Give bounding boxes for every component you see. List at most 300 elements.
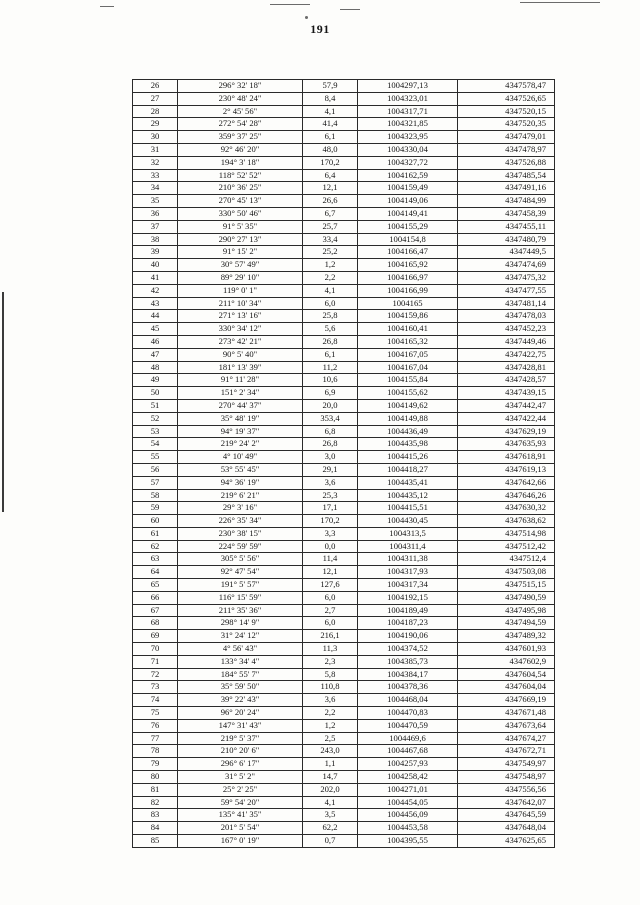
y-coordinate-cell: 4347479,01	[458, 131, 555, 144]
point-number-cell: 51	[133, 399, 178, 412]
distance-cell: 353,4	[303, 412, 358, 425]
bearing-cell: 91° 5' 35"	[178, 220, 303, 233]
y-coordinate-cell: 4347477,55	[458, 284, 555, 297]
bearing-cell: 270° 45' 13"	[178, 195, 303, 208]
bearing-cell: 135° 41' 35"	[178, 809, 303, 822]
distance-cell: 25,2	[303, 246, 358, 259]
y-coordinate-cell: 4347642,07	[458, 796, 555, 809]
bearing-cell: 230° 48' 24"	[178, 92, 303, 105]
distance-cell: 26,8	[303, 335, 358, 348]
table-body	[133, 80, 555, 848]
coordinates-table	[132, 79, 555, 848]
table-row	[133, 374, 555, 387]
x-coordinate-cell: 1004374,52	[358, 643, 458, 656]
bearing-cell: 184° 55' 7"	[178, 668, 303, 681]
table-row	[133, 143, 555, 156]
table-row	[133, 156, 555, 169]
y-coordinate-cell: 4347548,97	[458, 771, 555, 784]
x-coordinate-cell: 1004159,86	[358, 310, 458, 323]
table-row	[133, 668, 555, 681]
y-coordinate-cell: 4347604,04	[458, 681, 555, 694]
distance-cell: 202,0	[303, 783, 358, 796]
x-coordinate-cell: 1004456,09	[358, 809, 458, 822]
table-row	[133, 527, 555, 540]
y-coordinate-cell: 4347439,15	[458, 387, 555, 400]
distance-cell: 2,2	[303, 707, 358, 720]
x-coordinate-cell: 1004321,85	[358, 118, 458, 131]
bearing-cell: 90° 5' 40"	[178, 348, 303, 361]
distance-cell: 6,8	[303, 425, 358, 438]
table-row	[133, 259, 555, 272]
point-number-cell: 72	[133, 668, 178, 681]
table-row	[133, 707, 555, 720]
bearing-cell: 290° 27' 13"	[178, 233, 303, 246]
point-number-cell: 32	[133, 156, 178, 169]
point-number-cell: 37	[133, 220, 178, 233]
point-number-cell: 35	[133, 195, 178, 208]
y-coordinate-cell: 4347481,14	[458, 297, 555, 310]
distance-cell: 127,6	[303, 579, 358, 592]
bearing-cell: 224° 59' 59"	[178, 540, 303, 553]
bearing-cell: 96° 20' 24"	[178, 707, 303, 720]
y-coordinate-cell: 4347601,93	[458, 643, 555, 656]
y-coordinate-cell: 4347452,23	[458, 323, 555, 336]
y-coordinate-cell: 4347455,11	[458, 220, 555, 233]
table-row	[133, 553, 555, 566]
x-coordinate-cell: 1004435,41	[358, 476, 458, 489]
y-coordinate-cell: 4347520,15	[458, 105, 555, 118]
x-coordinate-cell: 1004418,27	[358, 463, 458, 476]
y-coordinate-cell: 4347526,88	[458, 156, 555, 169]
table-row	[133, 579, 555, 592]
table-row	[133, 131, 555, 144]
table-row	[133, 207, 555, 220]
distance-cell: 0,7	[303, 835, 358, 848]
y-coordinate-cell: 4347449,5	[458, 246, 555, 259]
bearing-cell: 92° 46' 20"	[178, 143, 303, 156]
table-row	[133, 92, 555, 105]
y-coordinate-cell: 4347489,32	[458, 630, 555, 643]
x-coordinate-cell: 1004317,71	[358, 105, 458, 118]
bearing-cell: 359° 37' 25"	[178, 131, 303, 144]
distance-cell: 3,0	[303, 451, 358, 464]
distance-cell: 1,2	[303, 259, 358, 272]
y-coordinate-cell: 4347449,46	[458, 335, 555, 348]
bearing-cell: 147° 31' 43"	[178, 719, 303, 732]
x-coordinate-cell: 1004436,49	[358, 425, 458, 438]
point-number-cell: 68	[133, 617, 178, 630]
x-coordinate-cell: 1004395,55	[358, 835, 458, 848]
table-row	[133, 771, 555, 784]
point-number-cell: 73	[133, 681, 178, 694]
point-number-cell: 43	[133, 297, 178, 310]
x-coordinate-cell: 1004165,92	[358, 259, 458, 272]
distance-cell: 6,1	[303, 131, 358, 144]
table-row	[133, 195, 555, 208]
table-row	[133, 758, 555, 771]
x-coordinate-cell: 1004271,01	[358, 783, 458, 796]
x-coordinate-cell: 1004167,05	[358, 348, 458, 361]
distance-cell: 62,2	[303, 822, 358, 835]
bearing-cell: 194° 3' 18"	[178, 156, 303, 169]
y-coordinate-cell: 4347629,19	[458, 425, 555, 438]
table-row	[133, 323, 555, 336]
distance-cell: 26,6	[303, 195, 358, 208]
y-coordinate-cell: 4347478,97	[458, 143, 555, 156]
point-number-cell: 85	[133, 835, 178, 848]
x-coordinate-cell: 1004165	[358, 297, 458, 310]
bearing-cell: 296° 6' 17"	[178, 758, 303, 771]
x-coordinate-cell: 1004187,23	[358, 617, 458, 630]
x-coordinate-cell: 1004468,04	[358, 694, 458, 707]
x-coordinate-cell: 1004167,04	[358, 361, 458, 374]
x-coordinate-cell: 1004162,59	[358, 169, 458, 182]
y-coordinate-cell: 4347478,03	[458, 310, 555, 323]
table-row	[133, 284, 555, 297]
table-row	[133, 310, 555, 323]
y-coordinate-cell: 4347484,99	[458, 195, 555, 208]
y-coordinate-cell: 4347604,54	[458, 668, 555, 681]
bearing-cell: 4° 10' 49"	[178, 451, 303, 464]
y-coordinate-cell: 4347556,56	[458, 783, 555, 796]
distance-cell: 6,0	[303, 617, 358, 630]
point-number-cell: 39	[133, 246, 178, 259]
point-number-cell: 57	[133, 476, 178, 489]
table-row	[133, 591, 555, 604]
bearing-cell: 230° 38' 15"	[178, 527, 303, 540]
y-coordinate-cell: 4347495,98	[458, 604, 555, 617]
point-number-cell: 77	[133, 732, 178, 745]
distance-cell: 29,1	[303, 463, 358, 476]
table-row	[133, 489, 555, 502]
table-row	[133, 412, 555, 425]
table-row	[133, 169, 555, 182]
y-coordinate-cell: 4347422,44	[458, 412, 555, 425]
point-number-cell: 45	[133, 323, 178, 336]
point-number-cell: 63	[133, 553, 178, 566]
table-row	[133, 451, 555, 464]
point-number-cell: 66	[133, 591, 178, 604]
point-number-cell: 34	[133, 182, 178, 195]
table-row	[133, 80, 555, 93]
distance-cell: 41,4	[303, 118, 358, 131]
x-coordinate-cell: 1004453,58	[358, 822, 458, 835]
point-number-cell: 70	[133, 643, 178, 656]
y-coordinate-cell: 4347578,47	[458, 80, 555, 93]
point-number-cell: 30	[133, 131, 178, 144]
y-coordinate-cell: 4347458,39	[458, 207, 555, 220]
bearing-cell: 118° 52' 52"	[178, 169, 303, 182]
table-row	[133, 233, 555, 246]
point-number-cell: 62	[133, 540, 178, 553]
x-coordinate-cell: 1004190,06	[358, 630, 458, 643]
x-coordinate-cell: 1004313,5	[358, 527, 458, 540]
x-coordinate-cell: 1004165,32	[358, 335, 458, 348]
distance-cell: 14,7	[303, 771, 358, 784]
distance-cell: 3,6	[303, 476, 358, 489]
bearing-cell: 59° 54' 20"	[178, 796, 303, 809]
x-coordinate-cell: 1004378,36	[358, 681, 458, 694]
table-row	[133, 566, 555, 579]
distance-cell: 11,2	[303, 361, 358, 374]
scan-edge-bar	[2, 292, 4, 512]
x-coordinate-cell: 1004155,62	[358, 387, 458, 400]
table-row	[133, 425, 555, 438]
distance-cell: 216,1	[303, 630, 358, 643]
distance-cell: 57,9	[303, 80, 358, 93]
point-number-cell: 60	[133, 515, 178, 528]
distance-cell: 6,7	[303, 207, 358, 220]
y-coordinate-cell: 4347512,42	[458, 540, 555, 553]
point-number-cell: 65	[133, 579, 178, 592]
bearing-cell: 30° 57' 49"	[178, 259, 303, 272]
y-coordinate-cell: 4347494,59	[458, 617, 555, 630]
bearing-cell: 211° 35' 36"	[178, 604, 303, 617]
table-row	[133, 822, 555, 835]
y-coordinate-cell: 4347503,08	[458, 566, 555, 579]
table-row	[133, 681, 555, 694]
x-coordinate-cell: 1004327,72	[358, 156, 458, 169]
bearing-cell: 4° 56' 43"	[178, 643, 303, 656]
y-coordinate-cell: 4347674,27	[458, 732, 555, 745]
x-coordinate-cell: 1004454,05	[358, 796, 458, 809]
x-coordinate-cell: 1004149,88	[358, 412, 458, 425]
point-number-cell: 56	[133, 463, 178, 476]
distance-cell: 170,2	[303, 515, 358, 528]
x-coordinate-cell: 1004149,62	[358, 399, 458, 412]
x-coordinate-cell: 1004257,93	[358, 758, 458, 771]
table-row	[133, 105, 555, 118]
point-number-cell: 69	[133, 630, 178, 643]
y-coordinate-cell: 4347515,15	[458, 579, 555, 592]
point-number-cell: 50	[133, 387, 178, 400]
x-coordinate-cell: 1004149,06	[358, 195, 458, 208]
x-coordinate-cell: 1004297,13	[358, 80, 458, 93]
table-row	[133, 732, 555, 745]
y-coordinate-cell: 4347442,47	[458, 399, 555, 412]
distance-cell: 1,1	[303, 758, 358, 771]
table-row	[133, 182, 555, 195]
x-coordinate-cell: 1004258,42	[358, 771, 458, 784]
bearing-cell: 210° 36' 25"	[178, 182, 303, 195]
bearing-cell: 330° 50' 46"	[178, 207, 303, 220]
table-row	[133, 809, 555, 822]
bearing-cell: 92° 47' 54"	[178, 566, 303, 579]
distance-cell: 5,6	[303, 323, 358, 336]
distance-cell: 2,7	[303, 604, 358, 617]
y-coordinate-cell: 4347475,32	[458, 271, 555, 284]
point-number-cell: 59	[133, 502, 178, 515]
table-row	[133, 630, 555, 643]
point-number-cell: 78	[133, 745, 178, 758]
point-number-cell: 83	[133, 809, 178, 822]
x-coordinate-cell: 1004155,84	[358, 374, 458, 387]
y-coordinate-cell: 4347630,32	[458, 502, 555, 515]
point-number-cell: 28	[133, 105, 178, 118]
bearing-cell: 31° 5' 2"	[178, 771, 303, 784]
y-coordinate-cell: 4347428,57	[458, 374, 555, 387]
table-row	[133, 361, 555, 374]
point-number-cell: 44	[133, 310, 178, 323]
bearing-cell: 91° 15' 2"	[178, 246, 303, 259]
point-number-cell: 36	[133, 207, 178, 220]
scan-speck	[100, 6, 114, 7]
bearing-cell: 201° 5' 54"	[178, 822, 303, 835]
table-row	[133, 515, 555, 528]
bearing-cell: 25° 2' 25"	[178, 783, 303, 796]
x-coordinate-cell: 1004189,49	[358, 604, 458, 617]
table-row	[133, 643, 555, 656]
x-coordinate-cell: 1004311,4	[358, 540, 458, 553]
x-coordinate-cell: 1004430,45	[358, 515, 458, 528]
table-row	[133, 540, 555, 553]
point-number-cell: 42	[133, 284, 178, 297]
x-coordinate-cell: 1004166,47	[358, 246, 458, 259]
bearing-cell: 91° 11' 28"	[178, 374, 303, 387]
point-number-cell: 75	[133, 707, 178, 720]
point-number-cell: 33	[133, 169, 178, 182]
distance-cell: 6,4	[303, 169, 358, 182]
point-number-cell: 52	[133, 412, 178, 425]
y-coordinate-cell: 4347642,66	[458, 476, 555, 489]
bearing-cell: 305° 5' 56"	[178, 553, 303, 566]
distance-cell: 17,1	[303, 502, 358, 515]
x-coordinate-cell: 1004160,41	[358, 323, 458, 336]
point-number-cell: 76	[133, 719, 178, 732]
y-coordinate-cell: 4347672,71	[458, 745, 555, 758]
distance-cell: 11,3	[303, 643, 358, 656]
y-coordinate-cell: 4347638,62	[458, 515, 555, 528]
point-number-cell: 41	[133, 271, 178, 284]
bearing-cell: 226° 35' 34"	[178, 515, 303, 528]
x-coordinate-cell: 1004317,34	[358, 579, 458, 592]
table-row	[133, 835, 555, 848]
distance-cell: 2,3	[303, 655, 358, 668]
x-coordinate-cell: 1004330,04	[358, 143, 458, 156]
distance-cell: 0,0	[303, 540, 358, 553]
x-coordinate-cell: 1004317,93	[358, 566, 458, 579]
table-row	[133, 271, 555, 284]
x-coordinate-cell: 1004311,38	[358, 553, 458, 566]
bearing-cell: 219° 24' 2"	[178, 438, 303, 451]
table-row	[133, 348, 555, 361]
distance-cell: 3,5	[303, 809, 358, 822]
distance-cell: 11,4	[303, 553, 358, 566]
distance-cell: 12,1	[303, 182, 358, 195]
scan-speck	[270, 4, 310, 5]
bearing-cell: 119° 0' 1"	[178, 284, 303, 297]
x-coordinate-cell: 1004470,83	[358, 707, 458, 720]
bearing-cell: 298° 14' 9"	[178, 617, 303, 630]
point-number-cell: 38	[133, 233, 178, 246]
y-coordinate-cell: 4347512,4	[458, 553, 555, 566]
table-row	[133, 387, 555, 400]
x-coordinate-cell: 1004154,8	[358, 233, 458, 246]
bearing-cell: 167° 0' 19"	[178, 835, 303, 848]
distance-cell: 20,0	[303, 399, 358, 412]
x-coordinate-cell: 1004384,17	[358, 668, 458, 681]
point-number-cell: 79	[133, 758, 178, 771]
bearing-cell: 330° 34' 12"	[178, 323, 303, 336]
distance-cell: 5,8	[303, 668, 358, 681]
distance-cell: 3,3	[303, 527, 358, 540]
y-coordinate-cell: 4347602,9	[458, 655, 555, 668]
bearing-cell: 211° 10' 34"	[178, 297, 303, 310]
distance-cell: 4,1	[303, 284, 358, 297]
y-coordinate-cell: 4347422,75	[458, 348, 555, 361]
x-coordinate-cell: 1004435,12	[358, 489, 458, 502]
x-coordinate-cell: 1004435,98	[358, 438, 458, 451]
bearing-cell: 35° 48' 19"	[178, 412, 303, 425]
point-number-cell: 26	[133, 80, 178, 93]
distance-cell: 25,3	[303, 489, 358, 502]
table-row	[133, 796, 555, 809]
y-coordinate-cell: 4347619,13	[458, 463, 555, 476]
bearing-cell: 31° 24' 12"	[178, 630, 303, 643]
bearing-cell: 94° 36' 19"	[178, 476, 303, 489]
point-number-cell: 81	[133, 783, 178, 796]
y-coordinate-cell: 4347526,65	[458, 92, 555, 105]
x-coordinate-cell: 1004415,26	[358, 451, 458, 464]
page-number: 191	[310, 22, 330, 36]
x-coordinate-cell: 1004192,15	[358, 591, 458, 604]
x-coordinate-cell: 1004385,73	[358, 655, 458, 668]
distance-cell: 10,6	[303, 374, 358, 387]
y-coordinate-cell: 4347673,64	[458, 719, 555, 732]
point-number-cell: 54	[133, 438, 178, 451]
distance-cell: 26,8	[303, 438, 358, 451]
bearing-cell: 191° 5' 57"	[178, 579, 303, 592]
bearing-cell: 39° 22' 43"	[178, 694, 303, 707]
distance-cell: 6,0	[303, 591, 358, 604]
point-number-cell: 53	[133, 425, 178, 438]
y-coordinate-cell: 4347549,97	[458, 758, 555, 771]
point-number-cell: 82	[133, 796, 178, 809]
distance-cell: 6,0	[303, 297, 358, 310]
table-row	[133, 438, 555, 451]
point-number-cell: 58	[133, 489, 178, 502]
distance-cell: 48,0	[303, 143, 358, 156]
bearing-cell: 270° 44' 37"	[178, 399, 303, 412]
y-coordinate-cell: 4347485,54	[458, 169, 555, 182]
x-coordinate-cell: 1004149,41	[358, 207, 458, 220]
point-number-cell: 40	[133, 259, 178, 272]
y-coordinate-cell: 4347428,81	[458, 361, 555, 374]
bearing-cell: 94° 19' 37"	[178, 425, 303, 438]
bearing-cell: 219° 5' 37"	[178, 732, 303, 745]
x-coordinate-cell: 1004323,95	[358, 131, 458, 144]
x-coordinate-cell: 1004155,29	[358, 220, 458, 233]
bearing-cell: 210° 20' 6"	[178, 745, 303, 758]
y-coordinate-cell: 4347474,69	[458, 259, 555, 272]
point-number-cell: 74	[133, 694, 178, 707]
table-row	[133, 502, 555, 515]
point-number-cell: 67	[133, 604, 178, 617]
table-row	[133, 604, 555, 617]
bearing-cell: 296° 32' 18"	[178, 80, 303, 93]
scan-speck	[520, 2, 600, 3]
distance-cell: 6,9	[303, 387, 358, 400]
distance-cell: 33,4	[303, 233, 358, 246]
y-coordinate-cell: 4347625,65	[458, 835, 555, 848]
point-number-cell: 84	[133, 822, 178, 835]
x-coordinate-cell: 1004415,51	[358, 502, 458, 515]
distance-cell: 243,0	[303, 745, 358, 758]
distance-cell: 25,8	[303, 310, 358, 323]
distance-cell: 3,6	[303, 694, 358, 707]
bearing-cell: 271° 13' 16"	[178, 310, 303, 323]
x-coordinate-cell: 1004159,49	[358, 182, 458, 195]
